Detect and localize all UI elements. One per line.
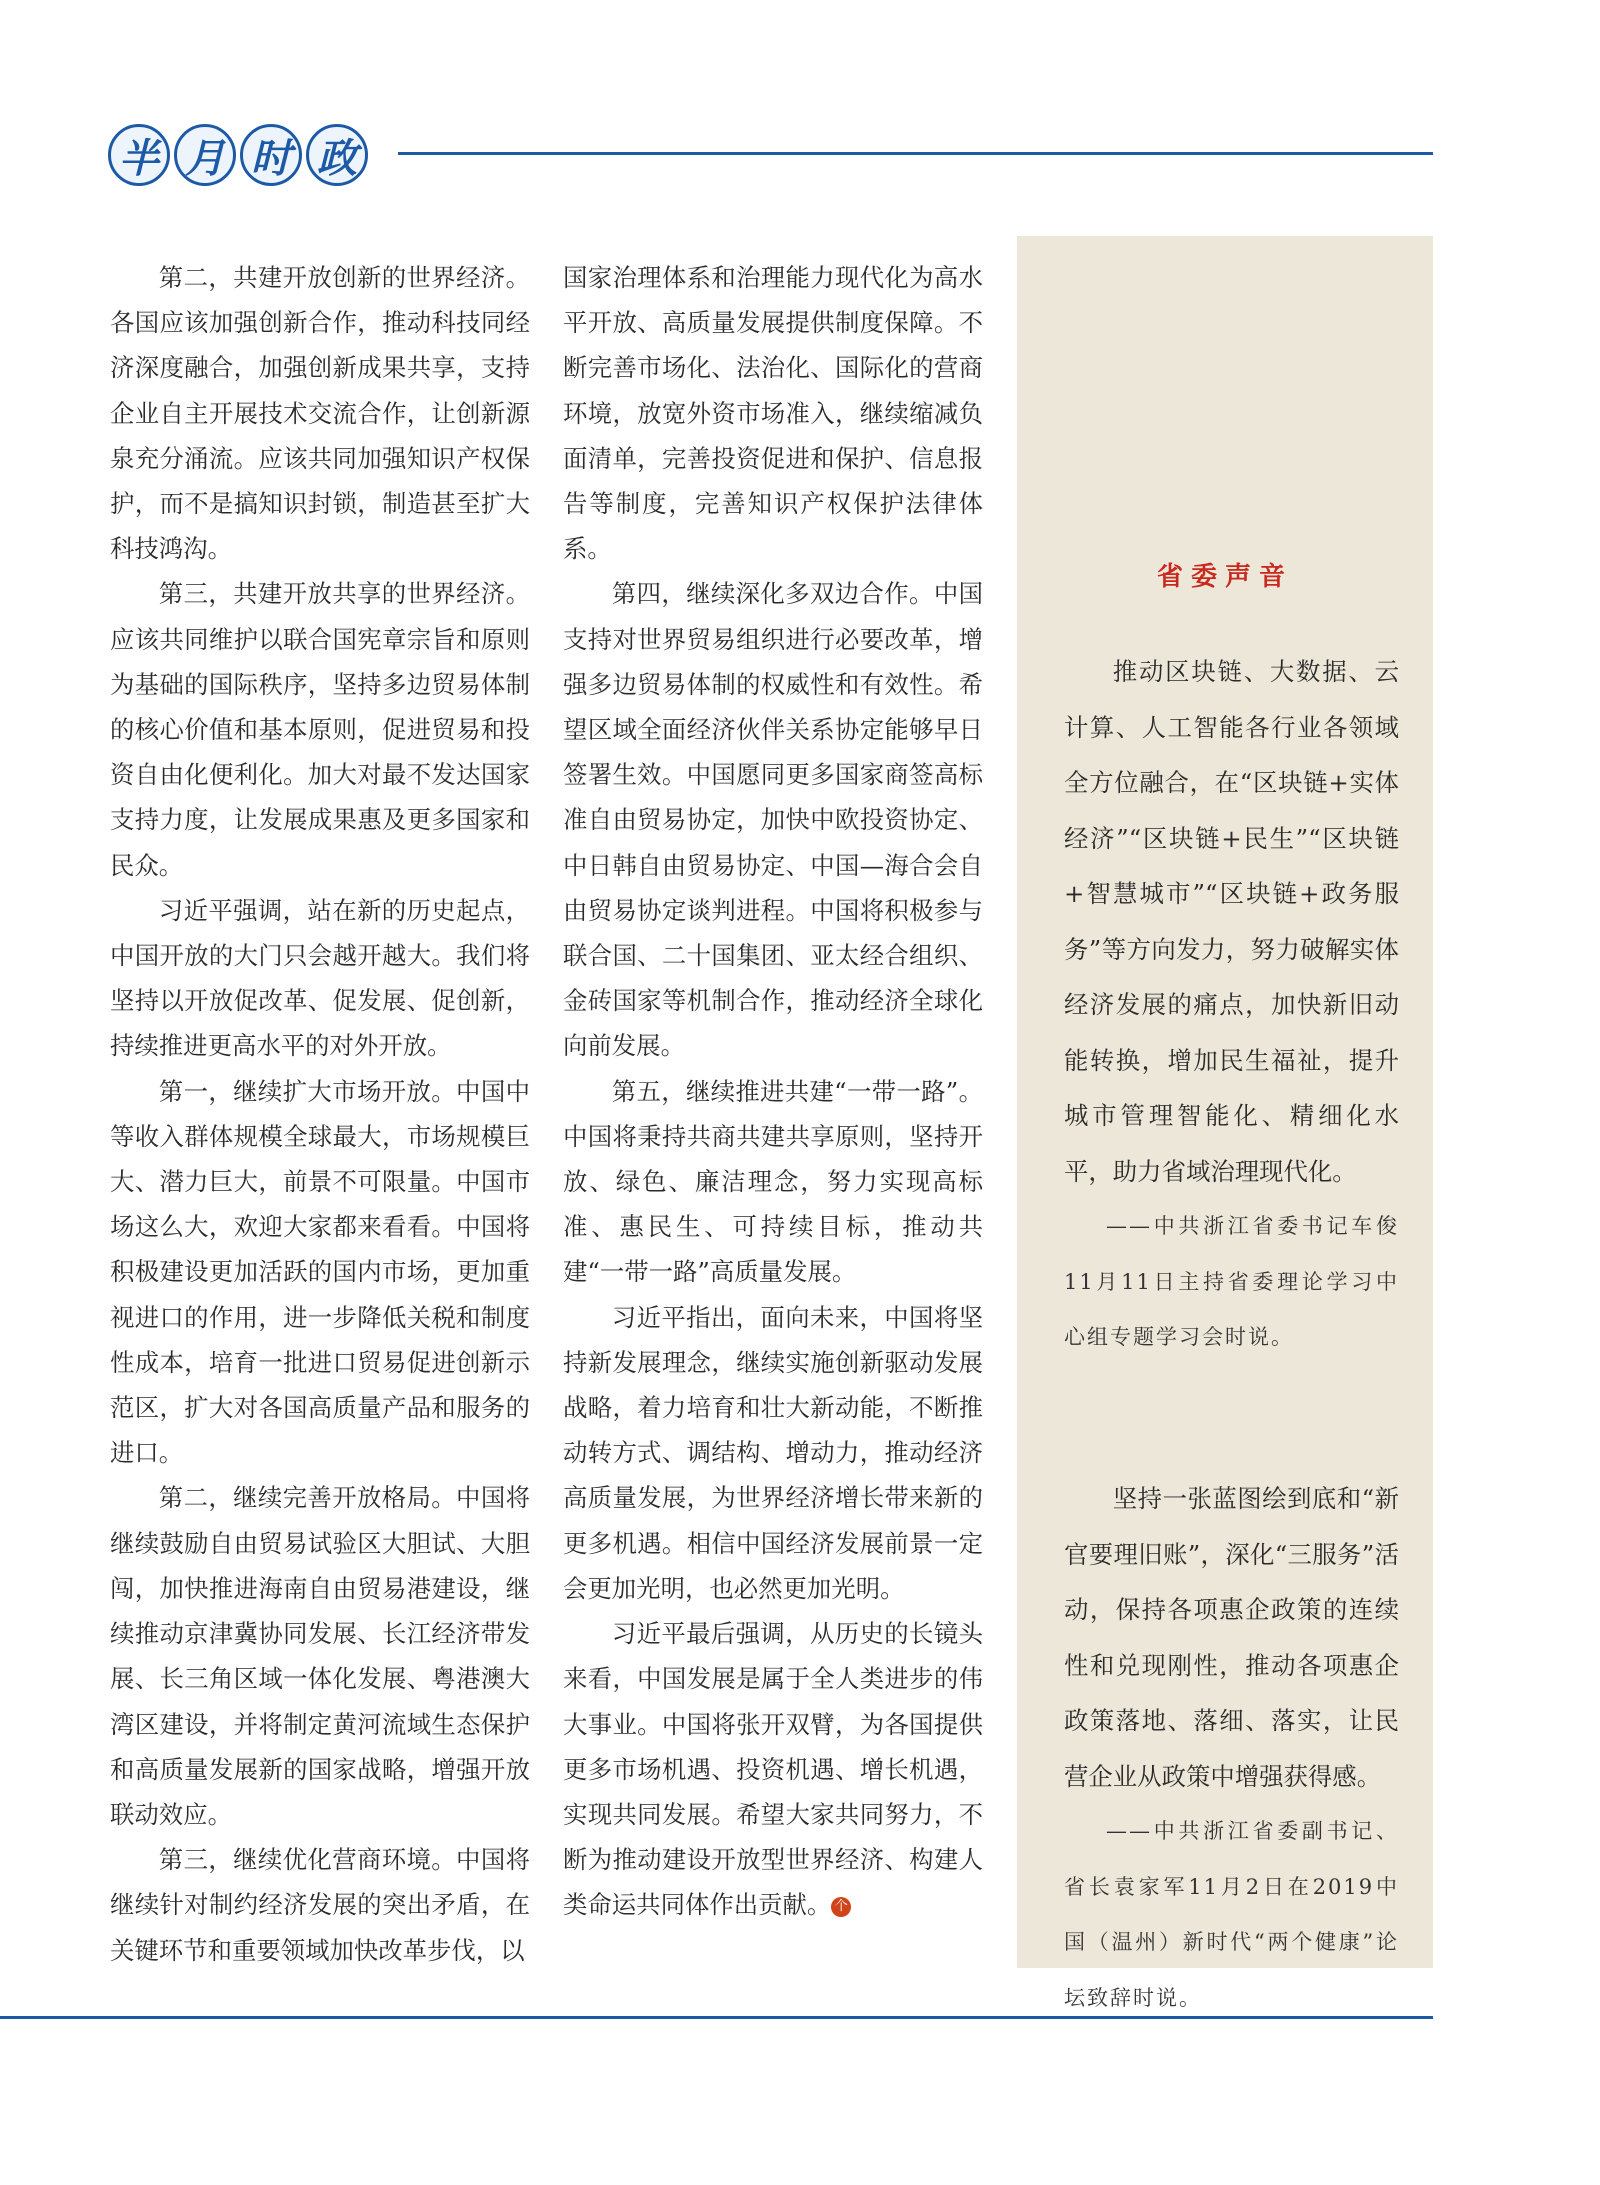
quote-source: ——中共浙江省委副书记、省长袁家军11月2日在2019中国（温州）新时代“两个健康”论坛致辞时说。 [1064,1819,1399,2010]
quote-source: ——中共浙江省委书记车俊11月11日主持省委理论学习中心组专题学习会时说。 [1064,1214,1399,1349]
sidebar-title: 省委声音 [1156,562,1293,592]
paragraph: 习近平强调，站在新的历史起点，中国开放的大门只会越开越大。我们将坚持以开放促改革、促发展、促创新，持续推进更高水平的对外开放。 [110,895,530,1061]
paragraph: 第三，共建开放共享的世界经济。应该共同维护以联合国宪章宗旨和原则为基础的国际秩序，坚持多边贸易体制的核心价值和基本原则，促进贸易和投资自由化便利化。加大对最不发达国家支持力度，让发展成果惠及更多国家和民众。 [110,579,530,880]
paragraph: 第二，继续完善开放格局。中国将继续鼓励自由贸易试验区大胆试、大胆闯，加快推进海南自由贸易港建设，继续推动京津冀协同发展、长江经济带发展、长三角区域一体化发展、粤港澳大湾区建设，并将制定黄河流域生态保护和高质量发展新的国家战略，增强开放联动效应。 [110,1483,530,1829]
quote-text: 推动区块链、大数据、云计算、人工智能各行业各领域全方位融合，在“区块链+实体经济”“区块链+民生”“区块链+智慧城市”“区块链+政务服务”等方向发力，努力破解实体经济发展的痛点，加快新旧动能转换，增加民生福祉，提升城市管理智能化、精细化水平，助力省域治理现代化。 [1064,657,1399,1186]
logo-char: 政 [306,124,368,186]
sidebar-quote-2 [1064,1471,1399,2026]
page-header [108,124,1433,196]
header-divider [398,152,1433,155]
paragraph: 第五，继续推进共建“一带一路”。中国将秉持共商共建共享原则，坚持开放、绿色、廉洁理念，努力实现高标准、惠民生、可持续目标，推动共建“一带一路”高质量发展。 [563,1076,983,1287]
paragraph: 第一，继续扩大市场开放。中国中等收入群体规模全球最大，市场规模巨大、潜力巨大，前景不可限量。中国市场这么大，欢迎大家都来看看。中国将积极建设更加活跃的国内市场，更加重视进口的作用，进一步降低关税和制度性成本，培育一批进口贸易促进创新示范区，扩大对各国高质量产品和服务的进口。 [110,1076,530,1468]
sidebar-box [1017,236,1433,2010]
sidebar-quote-1 [1064,644,1399,1366]
paragraph: 国家治理体系和治理能力现代化为高水平开放、高质量发展提供制度保障。不断完善市场化、法治化、国际化的营商环境，放宽外资市场准入，继续缩减负面清单，完善投资促进和保护、信息报告等制度，完善知识产权保护法律体系。 [563,263,983,564]
paragraph-text: 习近平最后强调，从历史的长镜头来看，中国发展是属于全人类进步的伟大事业。中国将张开双臂，为各国提供更多市场机遇、投资机遇、增长机遇，实现共同发展。希望大家共同努力，不断为推动建设开放型世界经济、构建人类命运共同体作出贡献。 [563,1619,983,1920]
paragraph-last [563,1611,983,1927]
logo-char: 半 [108,124,170,186]
article-column-2 [563,255,983,1928]
logo-char: 时 [240,124,302,186]
paragraph: 第四，继续深化多双边合作。中国支持对世界贸易组织进行必要改革，增强多边贸易体制的权威性和有效性。希望区域全面经济伙伴关系协定能够早日签署生效。中国愿同更多国家商签高标准自由贸易协定，加快中欧投资协定、中日韩自由贸易协定、中国—海合会自由贸易协定谈判进程。中国将积极参与联合国、二十国集团、亚太经合组织、金砖国家等机制合作，推动经济全球化向前发展。 [563,579,983,1061]
footer-divider [0,2016,1433,2019]
paragraph: 习近平指出，面向未来，中国将坚持新发展理念，继续实施创新驱动发展战略，着力培育和壮大新动能，不断推动转方式、调结构、增动力，推动经济高质量发展，为世界经济增长带来新的更多机遇。相信中国经济发展前景一定会更加光明，也必然更加光明。 [563,1302,983,1603]
column-logo [108,124,368,186]
paragraph: 第三，继续优化营商环境。中国将继续针对制约经济发展的突出矛盾，在关键环节和重要领域加快改革步伐，以 [110,1845,530,1965]
paragraph: 第二，共建开放创新的世界经济。各国应该加强创新合作，推动科技同经济深度融合，加强创新成果共享，支持企业自主开展技术交流合作，让创新源泉充分涌流。应该共同加强知识产权保护，而不是搞知识封锁，制造甚至扩大科技鸿沟。 [110,263,530,564]
end-mark-icon: 个 [831,1897,851,1917]
article-column-1 [110,255,530,1973]
quote-text: 坚持一张蓝图绘到底和“新官要理旧账”，深化“三服务”活动，保持各项惠企政策的连续性和兑现刚性，推动各项惠企政策落地、落细、落实，让民营企业从政策中增强获得感。 [1064,1484,1399,1791]
logo-char: 月 [174,124,236,186]
